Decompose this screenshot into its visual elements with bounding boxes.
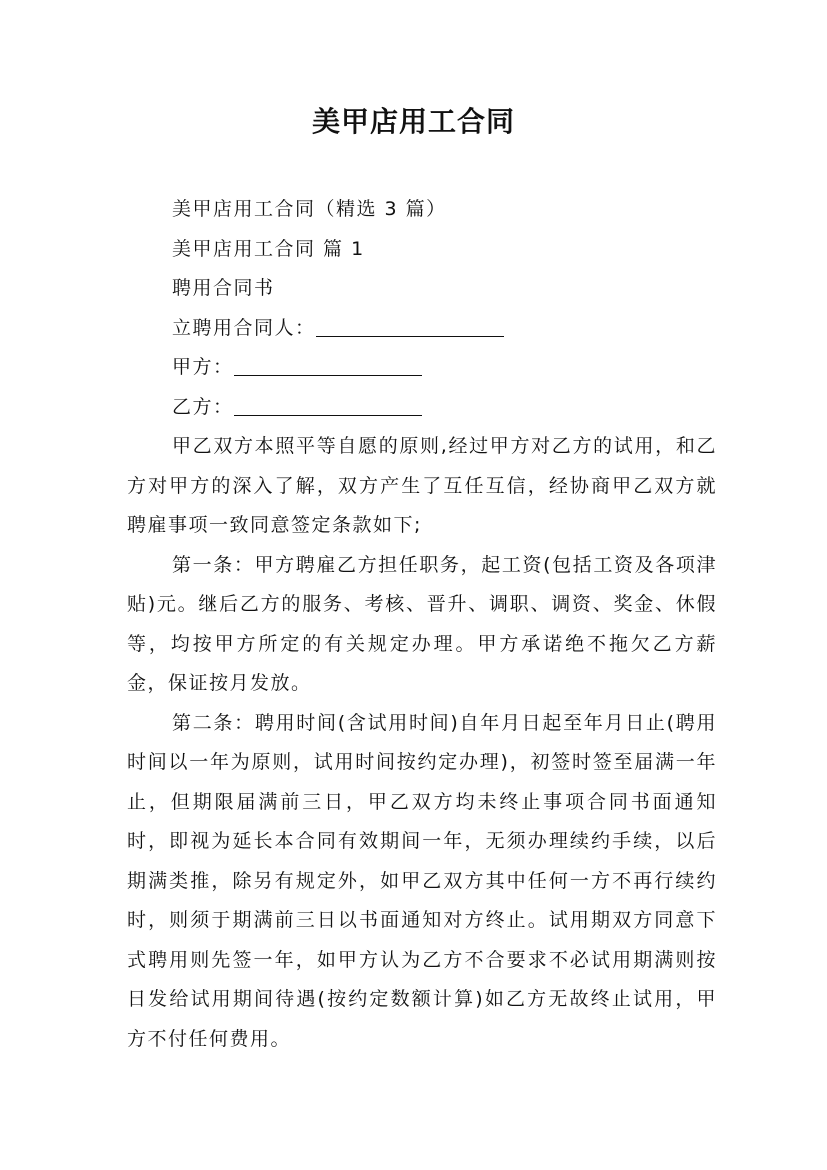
party-a-line (172, 348, 717, 388)
article-1-paragraph: 第一条：甲方聘雇乙方担任职务，起工资(包括工资及各项津贴)元。继后乙方的服务、考核、晋升、调职、调资、奖金、休假等，均按甲方所定的有关规定办理。甲方承诺绝不拖欠乙方薪金，保证按月发放。 (127, 553, 717, 694)
contract-type-heading: 聘用合同书 (172, 277, 275, 299)
party-a-label: 甲方： (172, 356, 234, 378)
signer-line (172, 309, 717, 349)
document-title: 美甲店用工合同 (311, 105, 515, 138)
party-b-blank (234, 393, 422, 416)
party-a-blank (234, 353, 422, 376)
article-2-paragraph: 第二条：聘用时间(含试用时间)自年月日起至年月日止(聘用时间以一年为原则，试用时间按约定办理)，初签时签至届满一年止，但期限届满前三日，甲乙双方均未终止事项合同书面通知时，即视为延长本合同有效期间一年，无须办理续约手续，以后期满类推，除另有规定外，如甲乙双方其中任何一方不再行续约时，则须于期满前三日以书面通知对方终止。试用期双方同意下式聘用则先签一年，如甲方认为乙方不合要求不必试用期满则按日发给试用期间待遇(按约定数额计算)如乙方无故终止试用，甲方不付任何费用。 (127, 711, 717, 1050)
intro-paragraph: 甲乙双方本照平等自愿的原则,经过甲方对乙方的试用，和乙方对甲方的深入了解，双方产生了互任互信，经协商甲乙双方就聘雇事项一致同意签定条款如下; (127, 435, 717, 536)
document-subtitle: 美甲店用工合同（精选 3 篇） (172, 198, 447, 220)
signer-blank (316, 314, 504, 337)
signer-label: 立聘用合同人： (172, 316, 316, 339)
document-body (127, 190, 717, 1059)
party-b-label: 乙方： (172, 395, 234, 418)
part-heading: 美甲店用工合同 篇 1 (172, 237, 365, 260)
party-b-line (172, 388, 717, 428)
